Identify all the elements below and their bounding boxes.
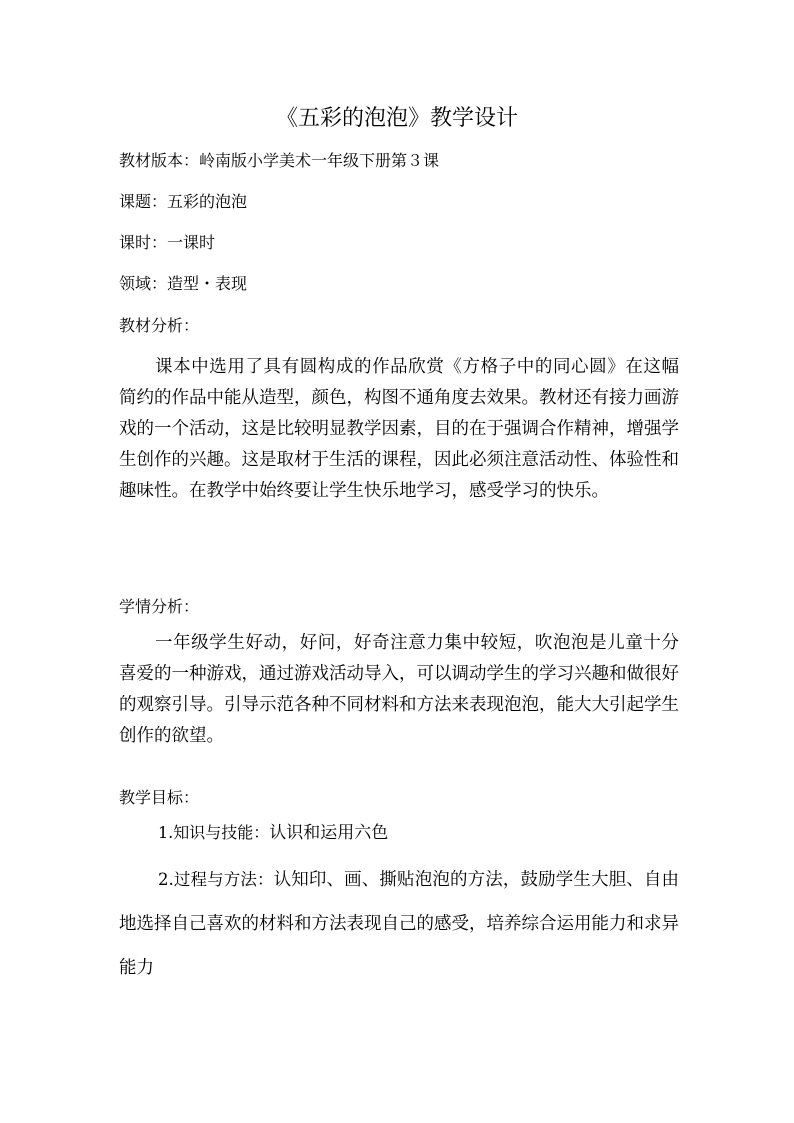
document-title: 《五彩的泡泡》教学设计: [275, 106, 518, 131]
subject-domain-field: 领域：造型・表现: [119, 274, 248, 293]
class-hours-field: 课时：一课时: [119, 233, 216, 252]
teaching-objectives-heading: 教学目标：: [119, 788, 200, 807]
material-analysis-paragraph: 课本中选用了具有圆构成的作品欣赏《方格子中的同心圆》在这幅简约的作品中能从造型，颜色，构图不通角度去效果。教材还有接力画游戏的一个活动，这是比较明显教学因素，目的在于强调合作精神，增强学生创作的兴趣。这是取材于生活的课程，因此必须注意活动性、体验性和趣味性。在教学中始终要让学生快乐地学习，感受学习的快乐。: [119, 357, 679, 501]
textbook-version-field: 教材版本：岭南版小学美术一年级下册第３课: [119, 151, 440, 170]
objective-1-text: 认识和运用六色: [269, 823, 389, 843]
objective-2-label: 2.过程与方法：: [158, 870, 274, 889]
lesson-topic-field: 课题：五彩的泡泡: [119, 192, 248, 211]
objective-1-label: 1.知识与技能：: [158, 823, 270, 842]
objective-knowledge-skills: [158, 822, 388, 844]
student-analysis-paragraph: 一年级学生好动，好问，好奇注意力集中较短，吹泡泡是儿童十分喜爱的一种游戏，通过游戏活动导入，可以调动学生的学习兴趣和做很好的观察引导。引导示范各种不同材料和方法来表现泡泡，能大大引起学生创作的欲望。: [119, 633, 679, 746]
student-analysis-heading: 学情分析：: [119, 597, 200, 616]
objective-process-methods: [119, 858, 679, 990]
objective-2-text: 认知印、画、撕贴泡泡的方法，鼓励学生大胆、自由地选择自己喜欢的材料和方法表现自己的感受，培养综合运用能力和求异能力: [119, 870, 679, 978]
material-analysis-heading: 教材分析：: [119, 316, 200, 335]
